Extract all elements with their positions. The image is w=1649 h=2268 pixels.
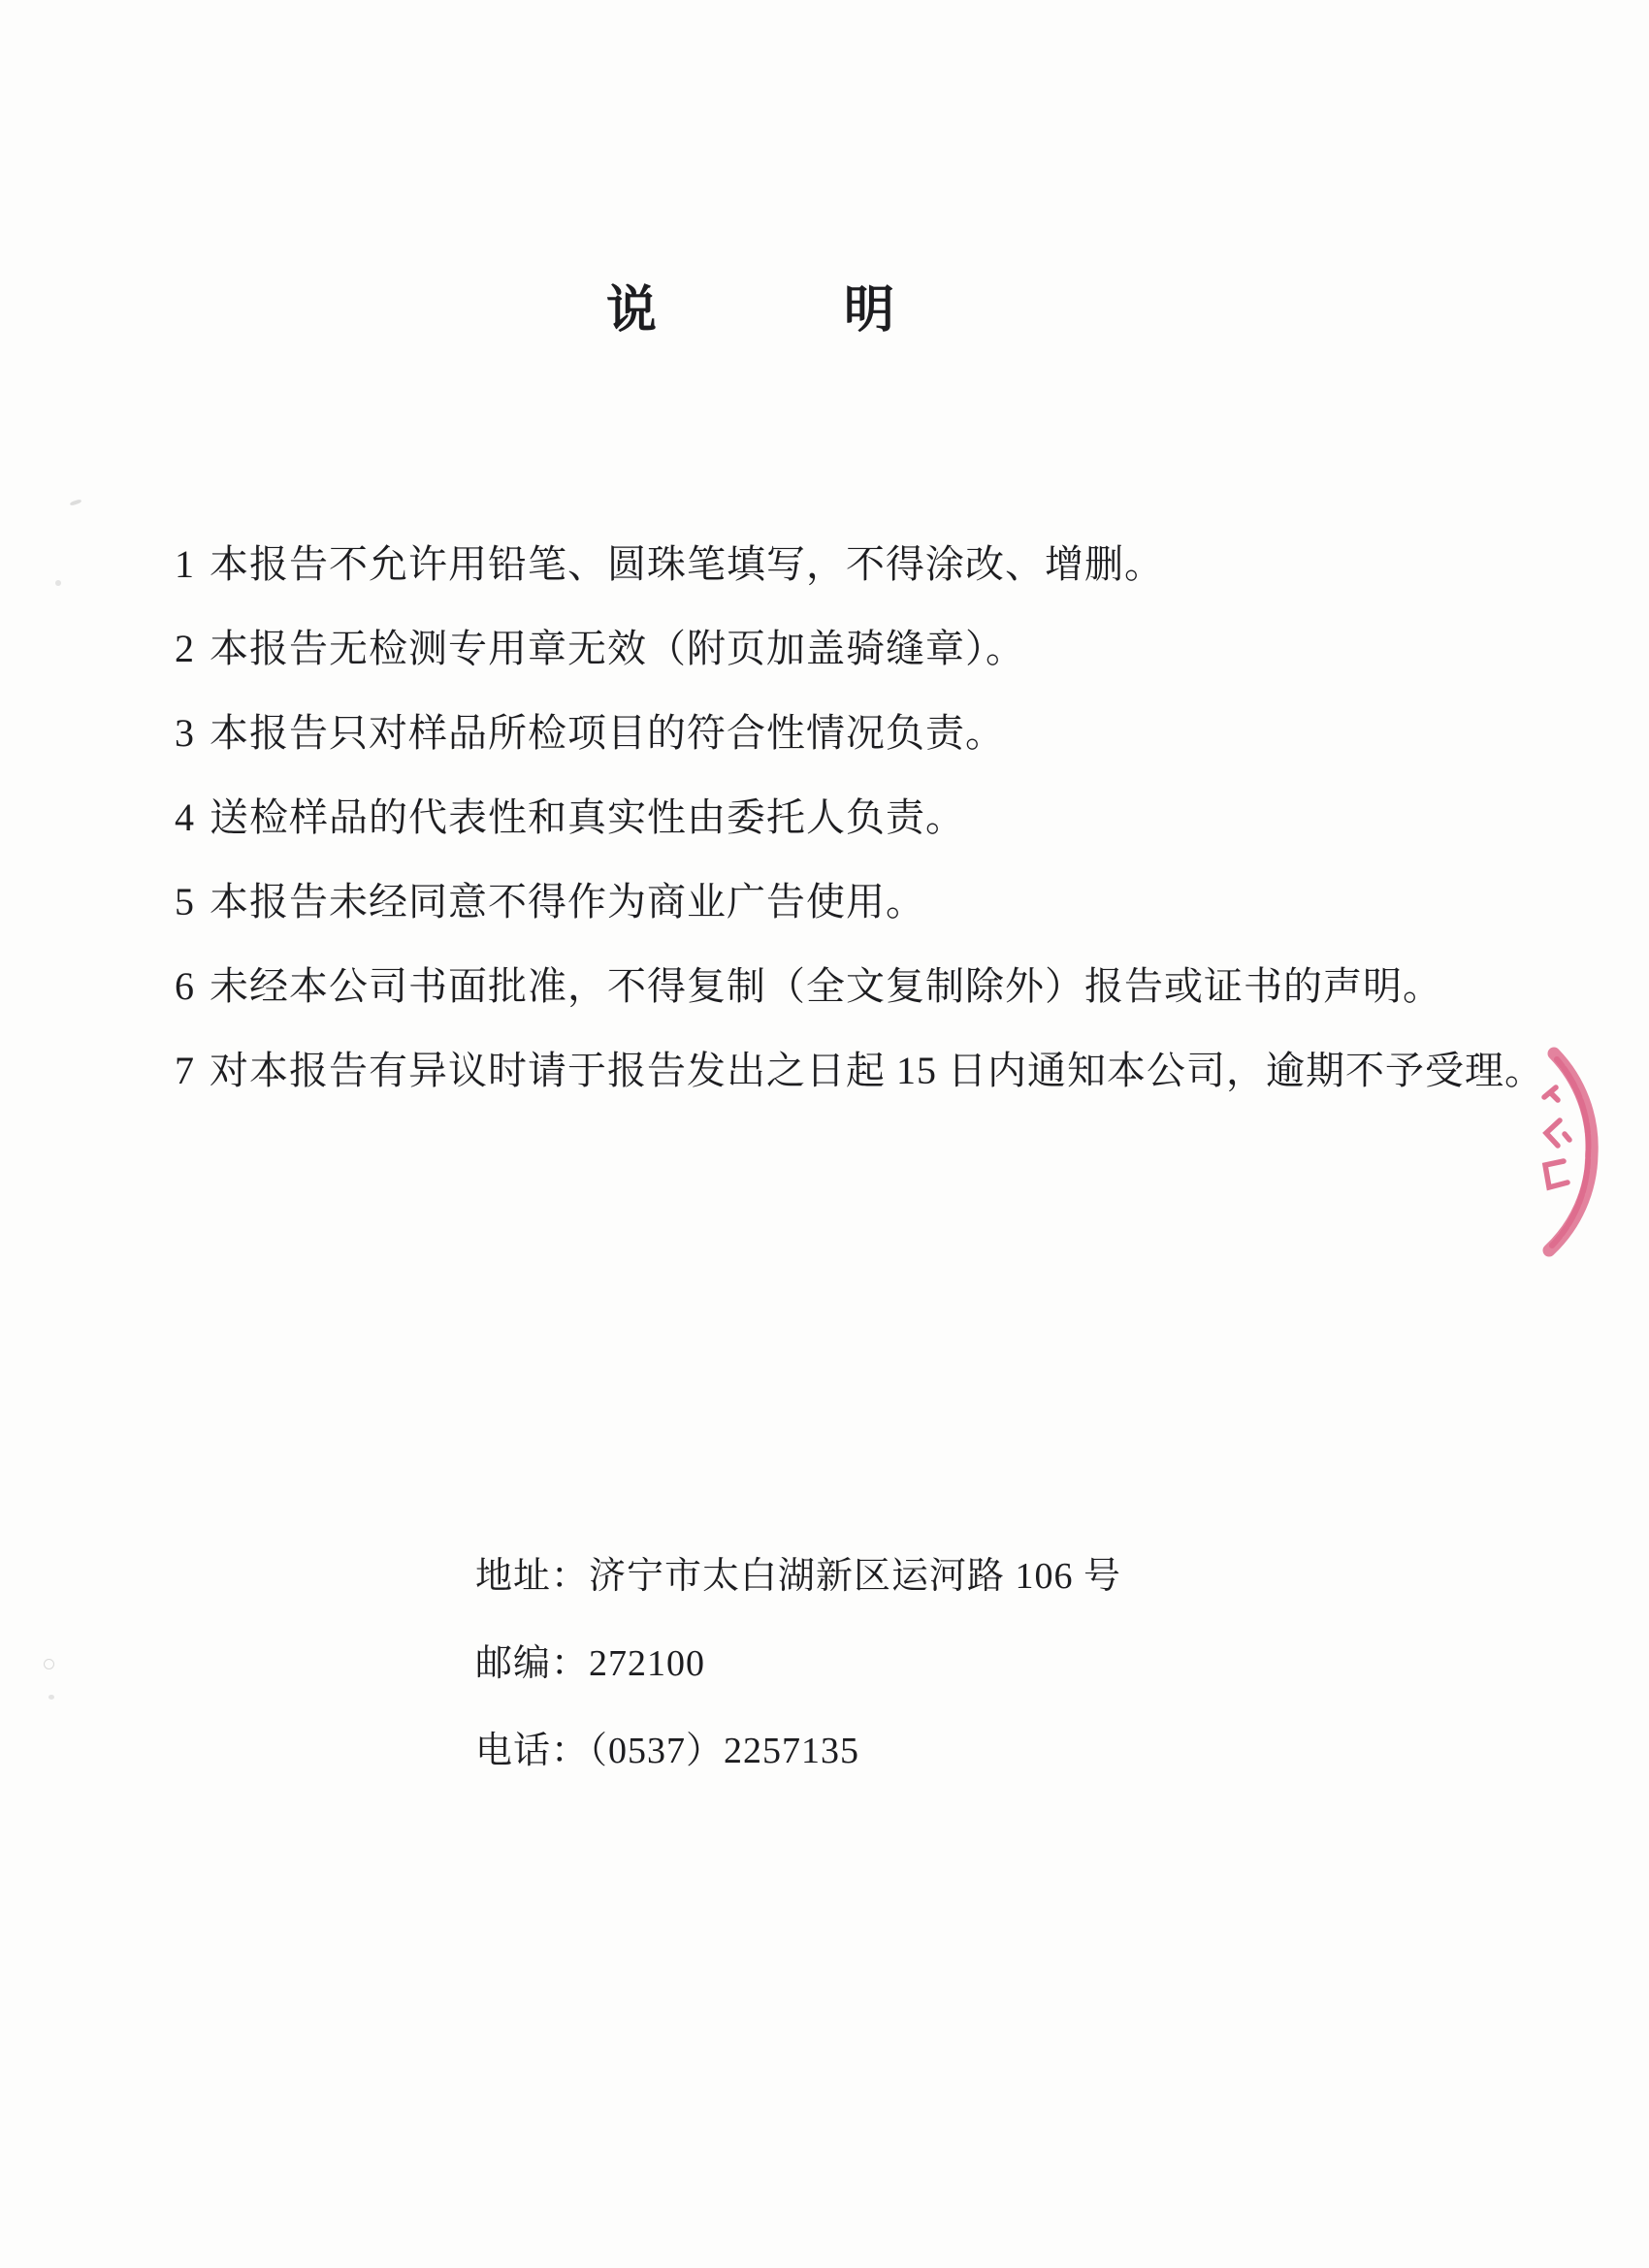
contact-block [475,1557,1121,1819]
note-item-3 [175,713,1591,754]
address-row [475,1557,1121,1596]
note-item-6 [175,966,1591,1007]
postcode-value: 272100 [589,1643,706,1684]
note-text: 本报告无检测专用章无效（附页加盖骑缝章）。 [210,627,1025,670]
note-number: 3 [175,711,195,755]
note-text: 送检样品的代表性和真实性由委托人负责。 [210,795,965,839]
note-item-5 [175,882,1591,923]
phone-row [475,1732,1121,1770]
note-number: 4 [175,795,195,839]
scan-artifact [55,580,61,586]
postcode-row [475,1644,1121,1683]
note-number: 6 [175,964,195,1008]
notes-list [175,544,1591,1135]
postcode-label: 邮编： [475,1643,590,1684]
scan-artifact [70,499,82,506]
address-label: 地址： [475,1556,590,1597]
note-text: 本报告不允许用铅笔、圆珠笔填写，不得涂改、增删。 [210,542,1164,586]
note-item-7 [175,1051,1591,1091]
scan-artifact [48,1695,54,1700]
scan-artifact [44,1659,54,1669]
note-number: 2 [175,627,195,670]
note-number: 5 [175,880,195,923]
note-text: 本报告未经同意不得作为商业广告使用。 [210,880,925,923]
note-item-4 [175,797,1591,838]
note-text: 对本报告有异议时请于报告发出之日起 15 日内通知本公司，逾期不予受理。 [210,1049,1544,1092]
note-item-2 [175,629,1591,669]
note-item-1 [175,544,1591,585]
seal-glyph-fragment [1545,1161,1568,1187]
phone-label: 电话： [475,1731,590,1771]
note-text: 未经本公司书面批准，不得复制（全文复制除外）报告或证书的声明。 [210,964,1442,1008]
page-title: 说明 [606,283,1083,339]
note-text: 本报告只对样品所检项目的符合性情况负责。 [210,711,1005,755]
address-value: 济宁市太白湖新区运河路 106 号 [589,1556,1122,1597]
note-number: 1 [175,542,195,586]
phone-value: （0537）2257135 [589,1731,860,1771]
note-number: 7 [175,1049,195,1092]
